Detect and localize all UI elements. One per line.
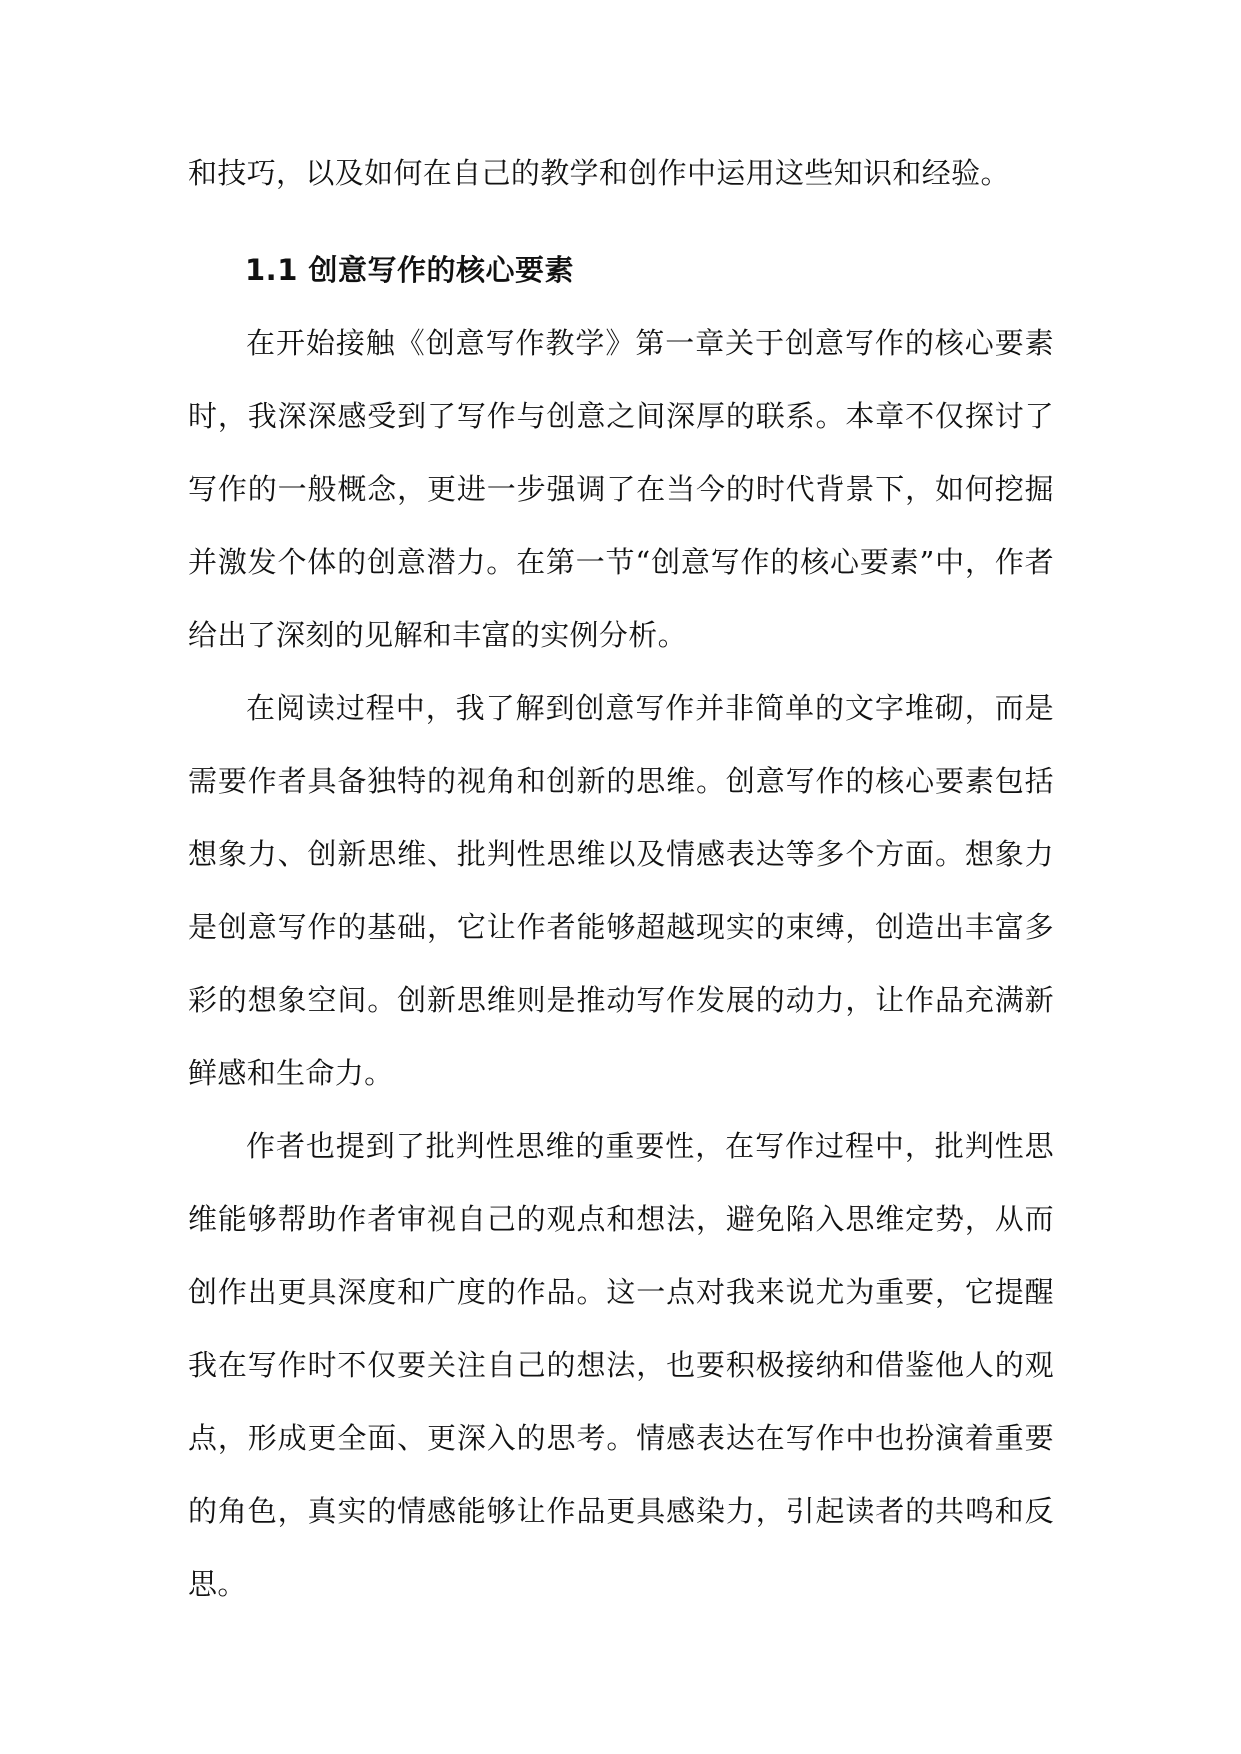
section-heading: 1.1 创意写作的核心要素	[245, 253, 574, 287]
body-paragraph-2: 在阅读过程中，我了解到创意写作并非简单的文字堆砌，而是需要作者具备独特的视角和创新的思维。创意写作的核心要素包括想象力、创新思维、批判性思维以及情感表达等多个方面。想象力是创意写作的基础，它让作者能够超越现实的束缚，创造出丰富多彩的想象空间。创新思维则是推动写作发展的动力，让作品充满新鲜感和生命力。	[188, 691, 1054, 1090]
continued-paragraph: 和技巧，以及如何在自己的教学和创作中运用这些知识和经验。	[188, 156, 1010, 190]
document-body	[188, 137, 1054, 1621]
body-paragraph-1: 在开始接触《创意写作教学》第一章关于创意写作的核心要素时，我深深感受到了写作与创意之间深厚的联系。本章不仅探讨了写作的一般概念，更进一步强调了在当今的时代背景下，如何挖掘并激发个体的创意潜力。在第一节“创意写作的核心要素”中，作者给出了深刻的见解和丰富的实例分析。	[188, 326, 1054, 652]
body-paragraph-3: 作者也提到了批判性思维的重要性，在写作过程中，批判性思维能够帮助作者审视自己的观点和想法，避免陷入思维定势，从而创作出更具深度和广度的作品。这一点对我来说尤为重要，它提醒我在写作时不仅要关注自己的想法，也要积极接纳和借鉴他人的观点，形成更全面、更深入的思考。情感表达在写作中也扮演着重要的角色，真实的情感能够让作品更具感染力，引起读者的共鸣和反思。	[188, 1129, 1054, 1601]
